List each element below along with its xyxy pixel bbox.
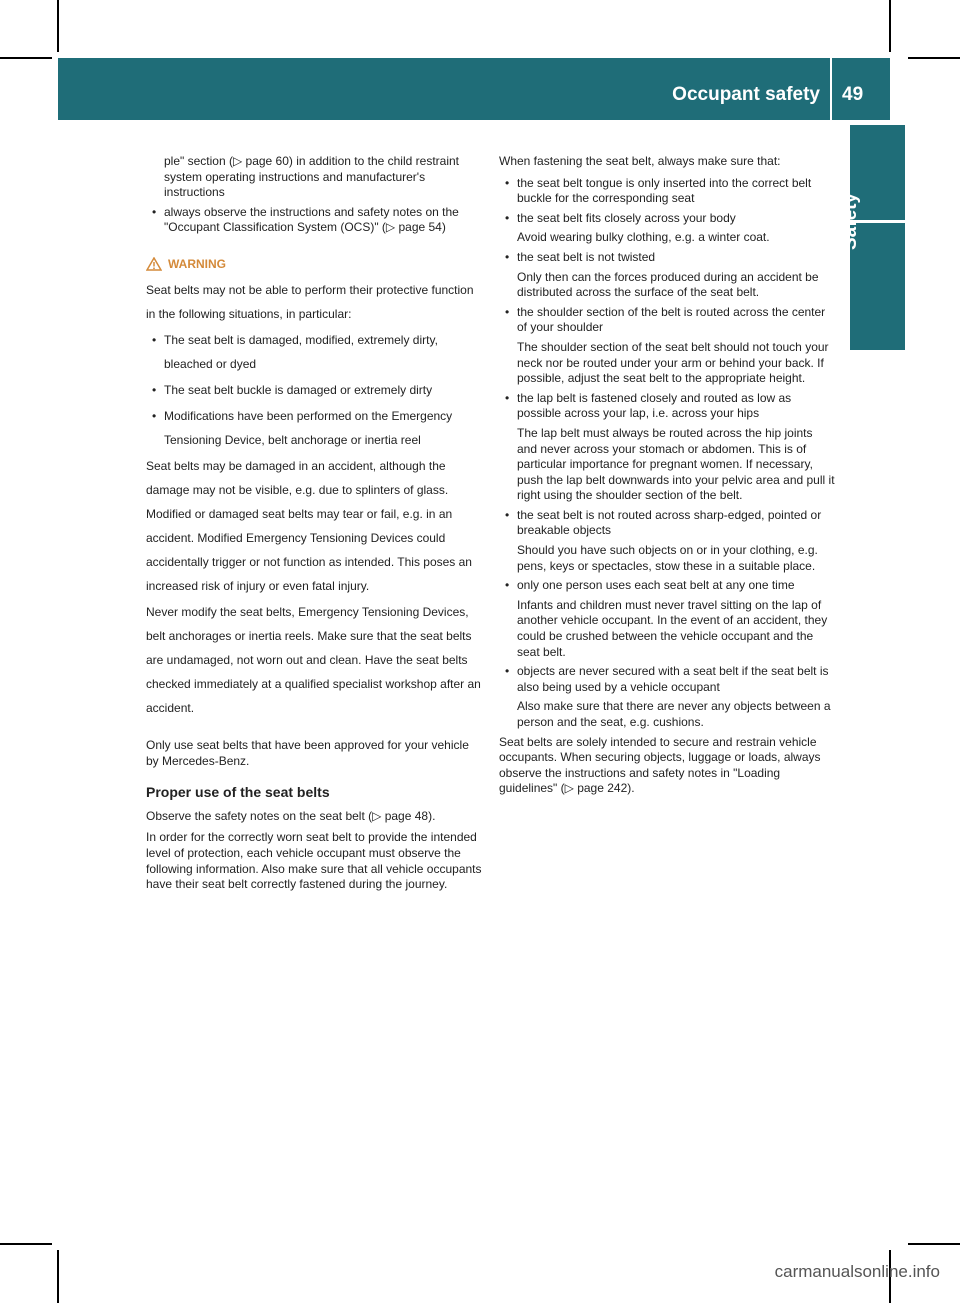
list-item-detail: Only then can the forces produced during an accident be distributed across the surface of the seat belt.	[517, 269, 819, 300]
list-item-detail: The lap belt must always be routed across the hip joints and never across your stomach or abdomen. This is of particular importance for pregnant women. If necessary, push the lap belt downwards into your pelvic area and pull it right using the shoulder section of the belt.	[517, 425, 835, 503]
list-item: • the shoulder section of the belt is routed across the center of your shoulder	[499, 305, 835, 336]
watermark: carmanualsonline.info	[774, 1262, 940, 1281]
list-item-detail: Infants and children must never travel sitting on the lap of another vehicle occupant. In the event of an accident, they could be crushed between the vehicle occupant and the seat belt.	[517, 597, 828, 659]
section-heading: Proper use of the seat belts	[146, 784, 330, 801]
list-item-detail: Should you have such objects on or in your clothing, e.g. pens, keys or spectacles, stow these in a suitable place.	[517, 543, 818, 573]
crop-mark	[889, 0, 891, 52]
page-title: Occupant safety	[672, 84, 820, 105]
warning-intro: Seat belts may not be able to perform their protective function in the following situations, in particular:	[146, 282, 474, 321]
warning-list-item: • The seat belt is damaged, modified, extremely dirty, bleached or dyed	[146, 328, 482, 376]
left-column	[146, 154, 482, 899]
warning-list-item: • Modifications have been performed on the Emergency Tensioning Device, belt anchorage or inertia reel	[146, 404, 482, 452]
warning-box	[146, 252, 482, 720]
warning-list-item: • The seat belt buckle is damaged or extremely dirty	[146, 378, 482, 402]
page-number: 49	[842, 84, 864, 105]
list-item: • the seat belt fits closely across your body	[499, 211, 835, 227]
list-item: • objects are never secured with a seat belt if the seat belt is also being used by a vehicle occupant	[499, 664, 835, 695]
list-item: • the lap belt is fastened closely and routed as low as possible across your lap, i.e. across your hips	[499, 391, 835, 422]
crop-mark	[57, 0, 59, 52]
crop-mark	[908, 1243, 960, 1245]
list-item-detail: The shoulder section of the seat belt should not touch your neck nor be routed under your arm or behind your back. If possible, adjust the seat belt to the appropriate height.	[517, 339, 829, 386]
warning-paragraph: Never modify the seat belts, Emergency Tensioning Devices, belt anchorages or inertia reels. Make sure that the seat belts are undamaged, not worn out and clean. Have the seat belts checked immediately at a qualified specialist workshop after an accident.	[146, 604, 481, 715]
list-item: • the seat belt is not routed across sharp-edged, pointed or breakable objects	[499, 508, 835, 539]
list-item-detail: Also make sure that there are never any objects between a person and the seat, e.g. cushions.	[517, 699, 831, 729]
warning-paragraph: Seat belts may be damaged in an accident, although the damage may not be visible, e.g. due to splinters of glass. Modified or damaged seat belts may tear or fail, e.g. in an accident. Modified Emergency Tensioning Devices could accidentally trigger or not function as intended. This poses an increased risk of injury or even fatal injury.	[146, 458, 472, 593]
crop-mark	[0, 1243, 52, 1245]
paragraph: When fastening the seat belt, always make sure that:	[499, 154, 781, 168]
list-item: • the seat belt is not twisted	[499, 250, 835, 266]
list-item: • always observe the instructions and safety notes on the "Occupant Classification System (OCS)" (▷ page 54)	[146, 205, 482, 236]
warning-label: WARNING	[168, 256, 226, 271]
right-column	[499, 154, 835, 803]
paragraph: In order for the correctly worn seat belt to provide the intended level of protection, each vehicle occupant must observe the following information. Also make sure that all vehicle occupants have their seat belt correctly fastened during the journey.	[146, 830, 482, 892]
header-divider	[830, 58, 832, 120]
paragraph: Seat belts are solely intended to secure and restrain vehicle occupants. When securing objects, luggage or loads, always observe the instructions and safety notes in "Loading guidelines" (▷ page 242).	[499, 734, 821, 796]
crop-mark	[57, 1250, 59, 1303]
section-tab-label: Safety	[840, 192, 861, 250]
crop-mark	[0, 57, 52, 59]
list-item: • only one person uses each seat belt at any one time	[499, 578, 835, 594]
warning-header	[146, 252, 482, 276]
crop-mark	[908, 57, 960, 59]
list-item-detail: Avoid wearing bulky clothing, e.g. a winter coat.	[517, 230, 770, 245]
paragraph: Only use seat belts that have been approved for your vehicle by Mercedes-Benz.	[146, 737, 469, 768]
warning-triangle-icon	[146, 257, 162, 271]
list-item: • the seat belt tongue is only inserted into the correct belt buckle for the corresponding seat	[499, 176, 835, 207]
paragraph: Observe the safety notes on the seat belt (▷ page 48).	[146, 808, 436, 823]
intro-continuation: ple" section (▷ page 60) in addition to the child restraint system operating instructions and manufacturer's instructions	[164, 154, 459, 200]
